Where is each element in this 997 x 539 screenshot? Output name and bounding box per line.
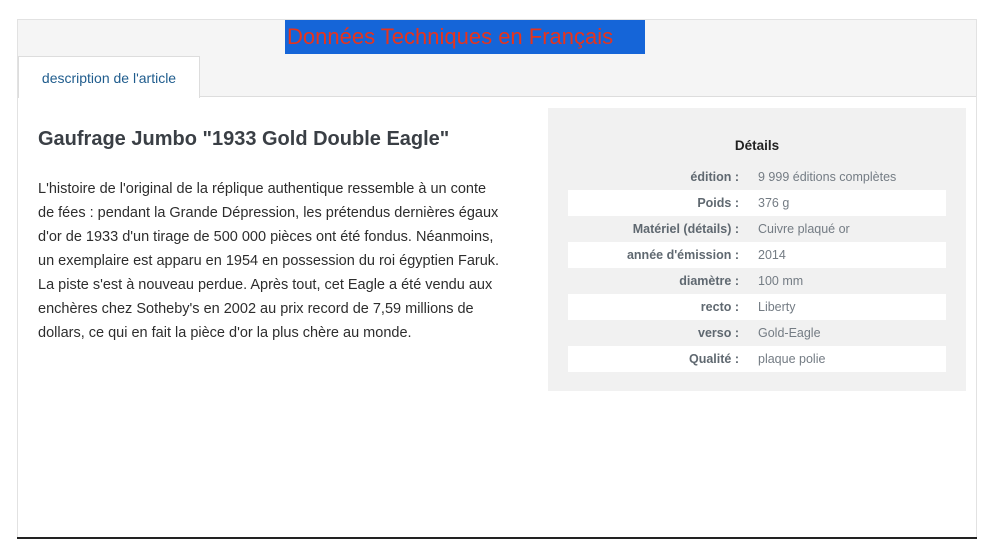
details-row (568, 190, 946, 216)
details-table (568, 164, 946, 372)
details-label: Poids : (568, 190, 753, 216)
details-value: Gold-Eagle (758, 326, 821, 340)
details-label: Matériel (détails) : (632, 222, 739, 236)
details-value: Cuivre plaqué or (758, 222, 850, 236)
details-value: 100 mm (758, 274, 804, 288)
details-row (568, 268, 946, 294)
details-value: 376 g (753, 190, 946, 216)
details-value: 9 999 éditions complètes (758, 170, 897, 184)
details-row (568, 294, 946, 320)
product-description: L'histoire de l'original de la réplique authentique ressemble à un conte de fées : pendant la Grande Dépression, les prétendus dernières égaux d'or de 1933 d'un tirage de 500 000 pièces ont été fondus. Néanmoins, un exemplaire est apparu en 1954 en possession du roi égyptien Faruk. La piste s'est à nouveau perdue. Après tout, cet Eagle a été vendu aux enchères chez Sotheby's en 2002 au prix record de 7,59 millions de dollars, ce qui en fait la pièce d'or la plus chère au monde. (38, 181, 500, 341)
details-row (568, 242, 946, 268)
details-row (568, 320, 946, 346)
details-value: Liberty (753, 294, 946, 320)
details-label: année d'émission : (568, 242, 753, 268)
details-title: Détails (734, 138, 780, 153)
details-label: recto : (568, 294, 753, 320)
tab-item-description[interactable]: description de l'article (18, 56, 200, 98)
details-value: 2014 (753, 242, 946, 268)
details-label: édition : (690, 170, 739, 184)
details-row (568, 346, 946, 372)
banner-heading: Données Techniques en Français (285, 20, 645, 54)
tab-panel (18, 96, 976, 537)
details-row (568, 164, 946, 190)
details-box (548, 108, 966, 391)
details-label: Qualité : (568, 346, 753, 372)
details-label: diamètre : (679, 274, 739, 288)
details-value: plaque polie (753, 346, 946, 372)
details-label: verso : (698, 326, 739, 340)
details-row (568, 216, 946, 242)
product-title: Gaufrage Jumbo "1933 Gold Double Eagle" (38, 128, 450, 150)
